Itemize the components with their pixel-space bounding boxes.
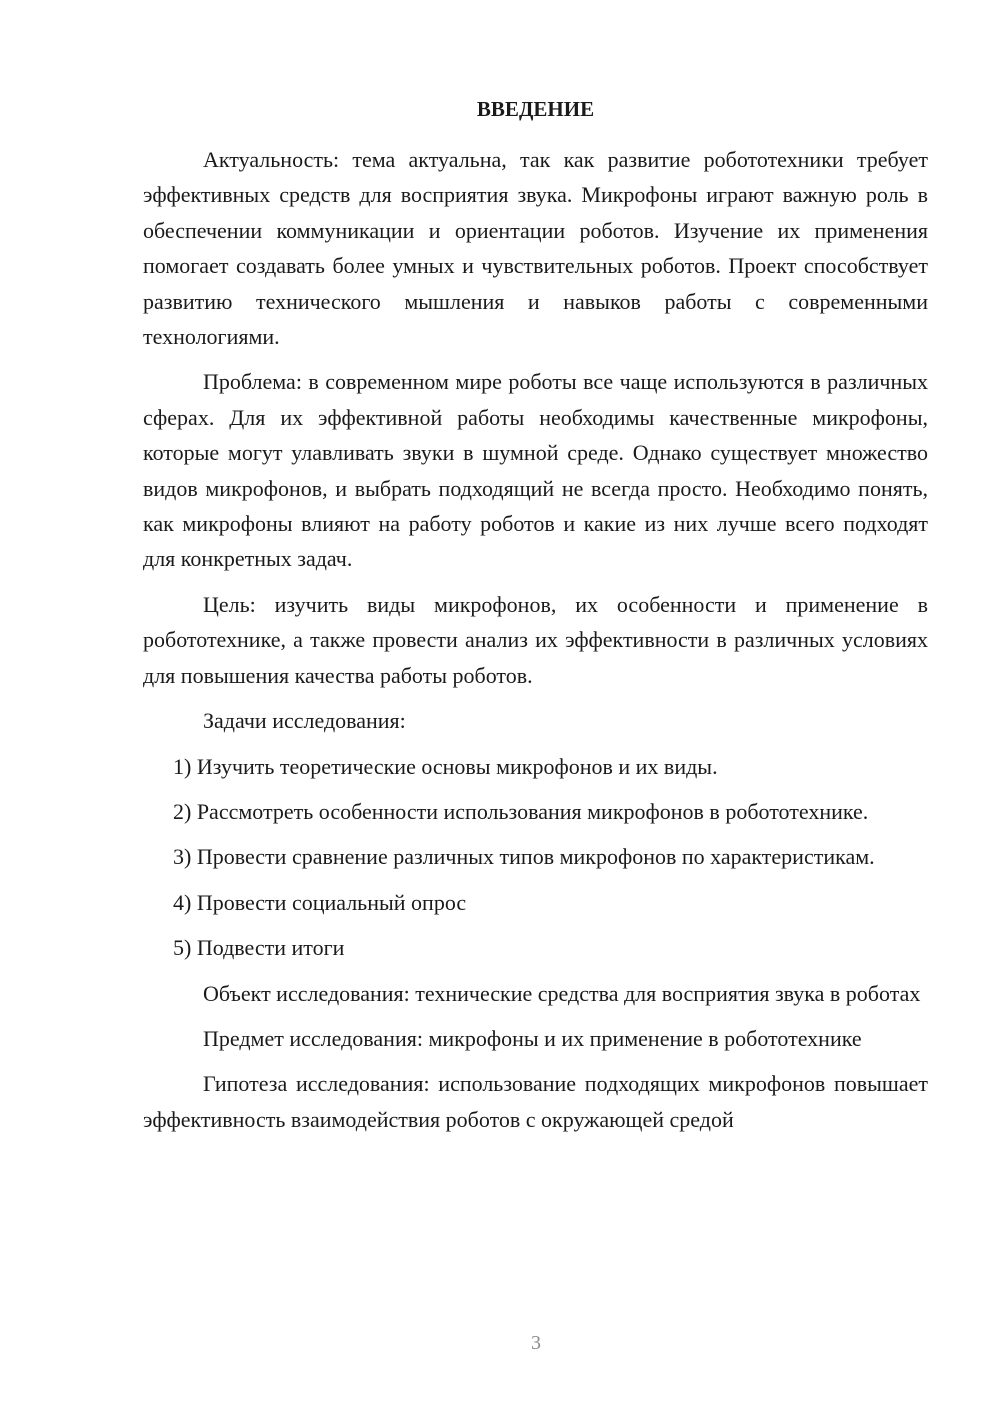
- task-item-1: 1) Изучить теоретические основы микрофонов и их виды.: [173, 753, 718, 779]
- task-item-4: 4) Провести социальный опрос: [173, 889, 467, 915]
- relevance-paragraph: Актуальность: тема актуальна, так как развитие робототехники требует эффективных средств для восприятия звука. Микрофоны играют важную роль в обеспечении коммуникации и ориентации роботов. Изучение их применения помогает создавать более умных и чувствительных роботов. Проект способствует развитию технического мышления и навыков работы с современными технологиями.: [143, 147, 928, 350]
- tasks-heading: Задачи исследования:: [203, 708, 406, 734]
- hypothesis-paragraph: Гипотеза исследования: использование подходящих микрофонов повышает эффективность взаимодействия роботов с окружающей средой: [143, 1071, 928, 1132]
- page-content: [143, 92, 928, 1147]
- page-title: ВВЕДЕНИЕ: [476, 97, 595, 121]
- problem-paragraph: Проблема: в современном мире роботы все чаще используются в различных сферах. Для их эффективной работы необходимы качественные микрофоны, которые могут улавливать звуки в шумной среде. Однако существует множество видов микрофонов, и выбрать подходящий не всегда просто. Необходимо понять, как микрофоны влияют на работу роботов и какие из них лучше всего подходят для конкретных задач.: [143, 369, 928, 572]
- goal-paragraph: Цель: изучить виды микрофонов, их особенности и применение в робототехнике, а также провести анализ их эффективности в различных условиях для повышения качества работы роботов.: [143, 591, 928, 688]
- task-item-5: 5) Подвести итоги: [173, 935, 345, 961]
- page-number: 3: [531, 1332, 541, 1354]
- task-item-3: 3) Провести сравнение различных типов микрофонов по характеристикам.: [173, 844, 875, 870]
- subject-paragraph: Предмет исследования: микрофоны и их применение в робототехнике: [203, 1025, 862, 1051]
- task-item-2: 2) Рассмотреть особенности использования микрофонов в робототехнике.: [173, 798, 869, 824]
- object-paragraph: Объект исследования: технические средства для восприятия звука в роботах: [203, 980, 921, 1006]
